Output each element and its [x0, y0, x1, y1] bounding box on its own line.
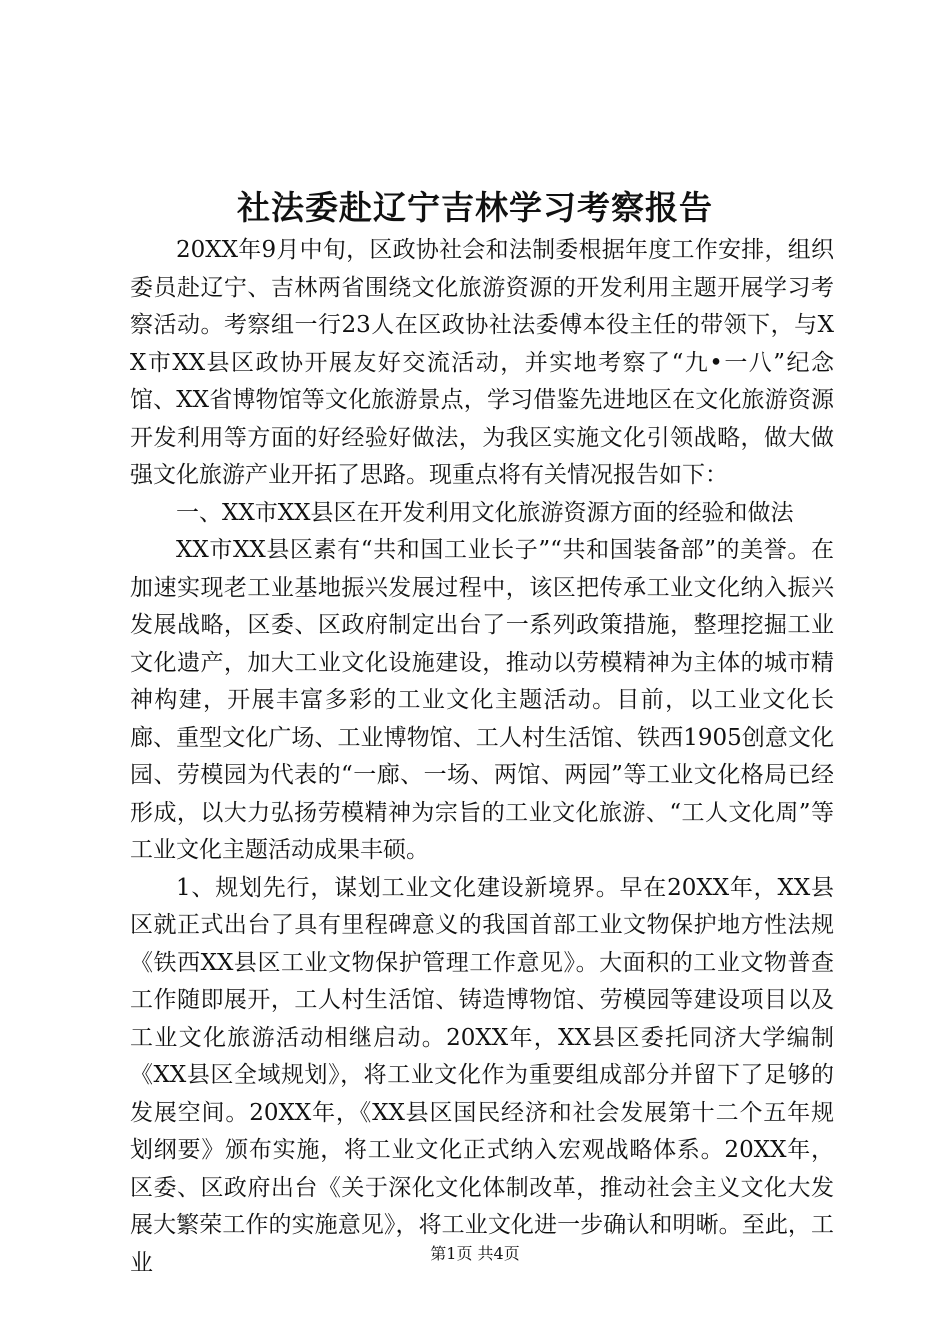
- paragraph-district-overview: XX市XX县区素有“共和国工业长子”“共和国装备部”的美誉。在加速实现老工业基地振兴发展过程中，该区把传承工业文化纳入振兴发展战略，区委、区政府制定出台了一系列政策措施，整理挖掘工业文化遗产，加大工业文化设施建设，推动以劳模精神为主体的城市精神构建，开展丰富多彩的工业文化主题活动。目前，以工业文化长廊、重型文化广场、工业博物馆、工人村生活馆、铁西1905创意文化园、劳模园为代表的“一廊、一场、两馆、两园”等工业文化格局已经形成，以大力弘扬劳模精神为宗旨的工业文化旅游、“工人文化周”等工业文化主题活动成果丰硕。: [130, 537, 834, 863]
- document-title: 社法委赴辽宁吉林学习考察报告: [237, 188, 713, 227]
- paragraph-planning: 1、规划先行，谋划工业文化建设新境界。早在20XX年，XX县区就正式出台了具有里程碑意义的我国首部工业文物保护地方性法规《铁西XX县区工业文物保护管理工作意见》。大面积的工业文物普查工作随即展开，工人村生活馆、铸造博物馆、劳模园等建设项目以及工业文化旅游活动相继启动。20XX年，XX县区委托同济大学编制《XX县区全域规划》，将工业文化作为重要组成部分并留下了足够的发展空间。20XX年，《XX县区国民经济和社会发展第十二个五年规划纲要》颁布实施，将工业文化正式纳入宏观战略体系。20XX年，区委、区政府出台《关于深化文化体制改革，推动社会主义文化大发展大繁荣工作的实施意见》，将工业文化进一步确认和明晰。至此，工业: [130, 874, 834, 1276]
- paragraph-intro: 20XX年9月中旬，区政协社会和法制委根据年度工作安排，组织委员赴辽宁、吉林两省围绕文化旅游资源的开发利用主题开展学习考察活动。考察组一行23人在区政协社法委傅本役主任的带领下，与XX市XX县区政协开展友好交流活动，并实地考察了“九•一八”纪念馆、XX省博物馆等文化旅游景点，学习借鉴先进地区在文化旅游资源开发利用等方面的好经验好做法，为我区实施文化引领战略，做大做强文化旅游产业开拓了思路。现重点将有关情况报告如下：: [130, 237, 834, 488]
- document-body: [130, 232, 834, 1282]
- paragraph-section-heading: 一、XX市XX县区在开发利用文化旅游资源方面的经验和做法: [176, 499, 794, 526]
- page-number-footer: 第1页 共4页: [430, 1244, 520, 1263]
